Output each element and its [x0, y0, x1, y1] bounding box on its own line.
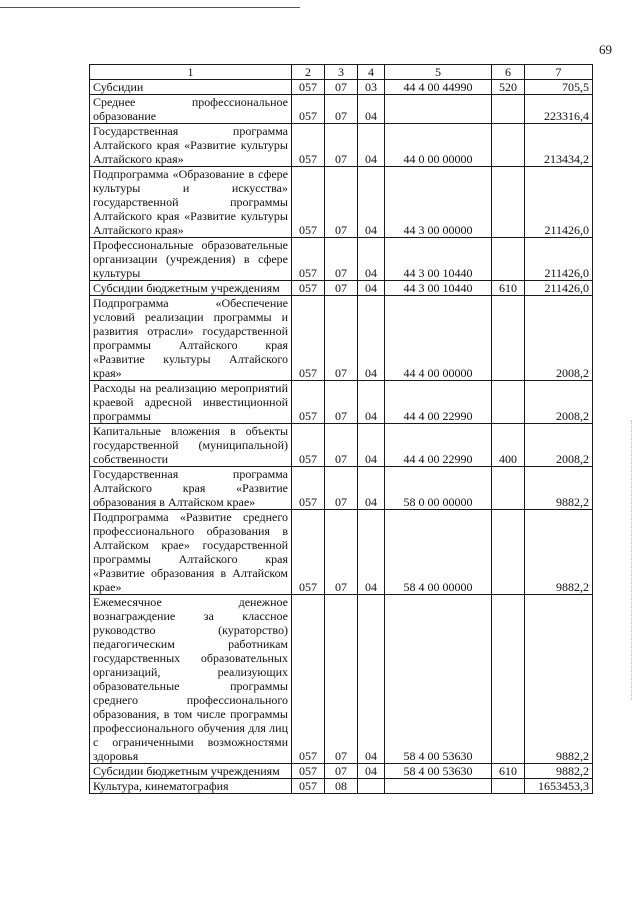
section-code: 07: [325, 510, 358, 595]
expense-type: [492, 381, 525, 424]
subsection-code: 04: [358, 95, 385, 124]
amount: 1653453,3: [525, 779, 593, 794]
admin-code: 057: [292, 238, 325, 281]
admin-code: 057: [292, 80, 325, 95]
row-name: Расходы на реализацию мероприятий краевой адресной инвестиционной программы: [90, 381, 292, 424]
section-code: 07: [325, 595, 358, 764]
subsection-code: 04: [358, 238, 385, 281]
expense-type: 610: [492, 764, 525, 779]
table-row: [90, 764, 593, 779]
target-article: 44 4 00 22990: [385, 381, 492, 424]
expense-type: [492, 510, 525, 595]
subsection-code: 04: [358, 281, 385, 296]
row-name: Государственная программа Алтайского края «Развитие образования в Алтайском крае»: [90, 467, 292, 510]
expense-type: [492, 124, 525, 167]
row-name: Субсидии бюджетным учреждениям: [90, 281, 292, 296]
amount: 9882,2: [525, 595, 593, 764]
table-row: [90, 510, 593, 595]
table-row: [90, 779, 593, 794]
table-row: [90, 95, 593, 124]
amount: 705,5: [525, 80, 593, 95]
admin-code: 057: [292, 124, 325, 167]
scan-margin-mark: [631, 420, 633, 700]
column-header: 3: [325, 65, 358, 80]
subsection-code: 04: [358, 595, 385, 764]
admin-code: 057: [292, 281, 325, 296]
top-rule: [0, 7, 300, 8]
section-code: 07: [325, 167, 358, 238]
subsection-code: 04: [358, 124, 385, 167]
amount: 9882,2: [525, 467, 593, 510]
column-header: 1: [90, 65, 292, 80]
amount: 2008,2: [525, 381, 593, 424]
subsection-code: 04: [358, 296, 385, 381]
row-name: Профессиональные образовательные организации (учреждения) в сфере культуры: [90, 238, 292, 281]
expense-type: [492, 467, 525, 510]
table-row: [90, 467, 593, 510]
target-article: 44 3 00 00000: [385, 167, 492, 238]
amount: 9882,2: [525, 764, 593, 779]
table-row: [90, 281, 593, 296]
expense-type: [492, 95, 525, 124]
section-code: 07: [325, 80, 358, 95]
admin-code: 057: [292, 595, 325, 764]
amount: 211426,0: [525, 167, 593, 238]
expense-type: 610: [492, 281, 525, 296]
subsection-code: 03: [358, 80, 385, 95]
table-row: [90, 595, 593, 764]
table-row: [90, 80, 593, 95]
row-name: Среднее профессиональное образование: [90, 95, 292, 124]
column-header: 6: [492, 65, 525, 80]
target-article: 58 0 00 00000: [385, 467, 492, 510]
amount: 213434,2: [525, 124, 593, 167]
budget-table: [89, 64, 593, 794]
target-article: [385, 779, 492, 794]
section-code: 07: [325, 238, 358, 281]
subsection-code: [358, 779, 385, 794]
row-name: Подпрограмма «Обеспечение условий реализации программы и развития отрасли» государственной программы Алтайского края «Развитие культуры Алтайского края»: [90, 296, 292, 381]
table-row: [90, 424, 593, 467]
row-name: Капитальные вложения в объекты государственной (муниципальной) собственности: [90, 424, 292, 467]
subsection-code: 04: [358, 167, 385, 238]
target-article: 58 4 00 53630: [385, 764, 492, 779]
admin-code: 057: [292, 95, 325, 124]
section-code: 08: [325, 779, 358, 794]
admin-code: 057: [292, 424, 325, 467]
section-code: 07: [325, 124, 358, 167]
subsection-code: 04: [358, 424, 385, 467]
row-name: Подпрограмма «Развитие среднего профессионального образования в Алтайском крае» государственной программы Алтайского края «Развитие образования в Алтайском крае»: [90, 510, 292, 595]
row-name: Субсидии: [90, 80, 292, 95]
section-code: 07: [325, 381, 358, 424]
section-code: 07: [325, 467, 358, 510]
target-article: 58 4 00 00000: [385, 510, 492, 595]
admin-code: 057: [292, 381, 325, 424]
amount: 211426,0: [525, 238, 593, 281]
table-row: [90, 381, 593, 424]
expense-type: [492, 167, 525, 238]
column-header: 5: [385, 65, 492, 80]
subsection-code: 04: [358, 467, 385, 510]
row-name: Субсидии бюджетным учреждениям: [90, 764, 292, 779]
admin-code: 057: [292, 764, 325, 779]
section-code: 07: [325, 281, 358, 296]
admin-code: 057: [292, 779, 325, 794]
row-name: Ежемесячное денежное вознаграждение за классное руководство (кураторство) педагогическим работникам государственных образовательных организаций, реализующих образовательные программы среднего профессионального образования, в том числе программы профессионального обучения для лиц с ограниченными возможностями здоровья: [90, 595, 292, 764]
table-row: [90, 238, 593, 281]
column-header: 7: [525, 65, 593, 80]
table-row: [90, 124, 593, 167]
table-body: [90, 80, 593, 794]
section-code: 07: [325, 764, 358, 779]
target-article: 44 4 00 00000: [385, 296, 492, 381]
admin-code: 057: [292, 467, 325, 510]
target-article: 44 3 00 10440: [385, 281, 492, 296]
row-name: Культура, кинематография: [90, 779, 292, 794]
table-header-row: [90, 65, 593, 80]
target-article: 44 4 00 44990: [385, 80, 492, 95]
amount: 2008,2: [525, 424, 593, 467]
amount: 9882,2: [525, 510, 593, 595]
target-article: 44 0 00 00000: [385, 124, 492, 167]
amount: 223316,4: [525, 95, 593, 124]
expense-type: [492, 595, 525, 764]
target-article: [385, 95, 492, 124]
target-article: 44 3 00 10440: [385, 238, 492, 281]
column-header: 4: [358, 65, 385, 80]
section-code: 07: [325, 95, 358, 124]
expense-type: 400: [492, 424, 525, 467]
table-row: [90, 167, 593, 238]
expense-type: 520: [492, 80, 525, 95]
page-number: 69: [599, 42, 612, 57]
row-name: Подпрограмма «Образование в сфере культуры и искусства» государственной программы Алтайского края «Развитие культуры Алтайского края»: [90, 167, 292, 238]
subsection-code: 04: [358, 510, 385, 595]
column-header: 2: [292, 65, 325, 80]
amount: 211426,0: [525, 281, 593, 296]
admin-code: 057: [292, 510, 325, 595]
expense-type: [492, 238, 525, 281]
amount: 2008,2: [525, 296, 593, 381]
target-article: 44 4 00 22990: [385, 424, 492, 467]
expense-type: [492, 779, 525, 794]
section-code: 07: [325, 296, 358, 381]
subsection-code: 04: [358, 381, 385, 424]
expense-type: [492, 296, 525, 381]
admin-code: 057: [292, 296, 325, 381]
subsection-code: 04: [358, 764, 385, 779]
row-name: Государственная программа Алтайского края «Развитие культуры Алтайского края»: [90, 124, 292, 167]
section-code: 07: [325, 424, 358, 467]
target-article: 58 4 00 53630: [385, 595, 492, 764]
admin-code: 057: [292, 167, 325, 238]
table-row: [90, 296, 593, 381]
